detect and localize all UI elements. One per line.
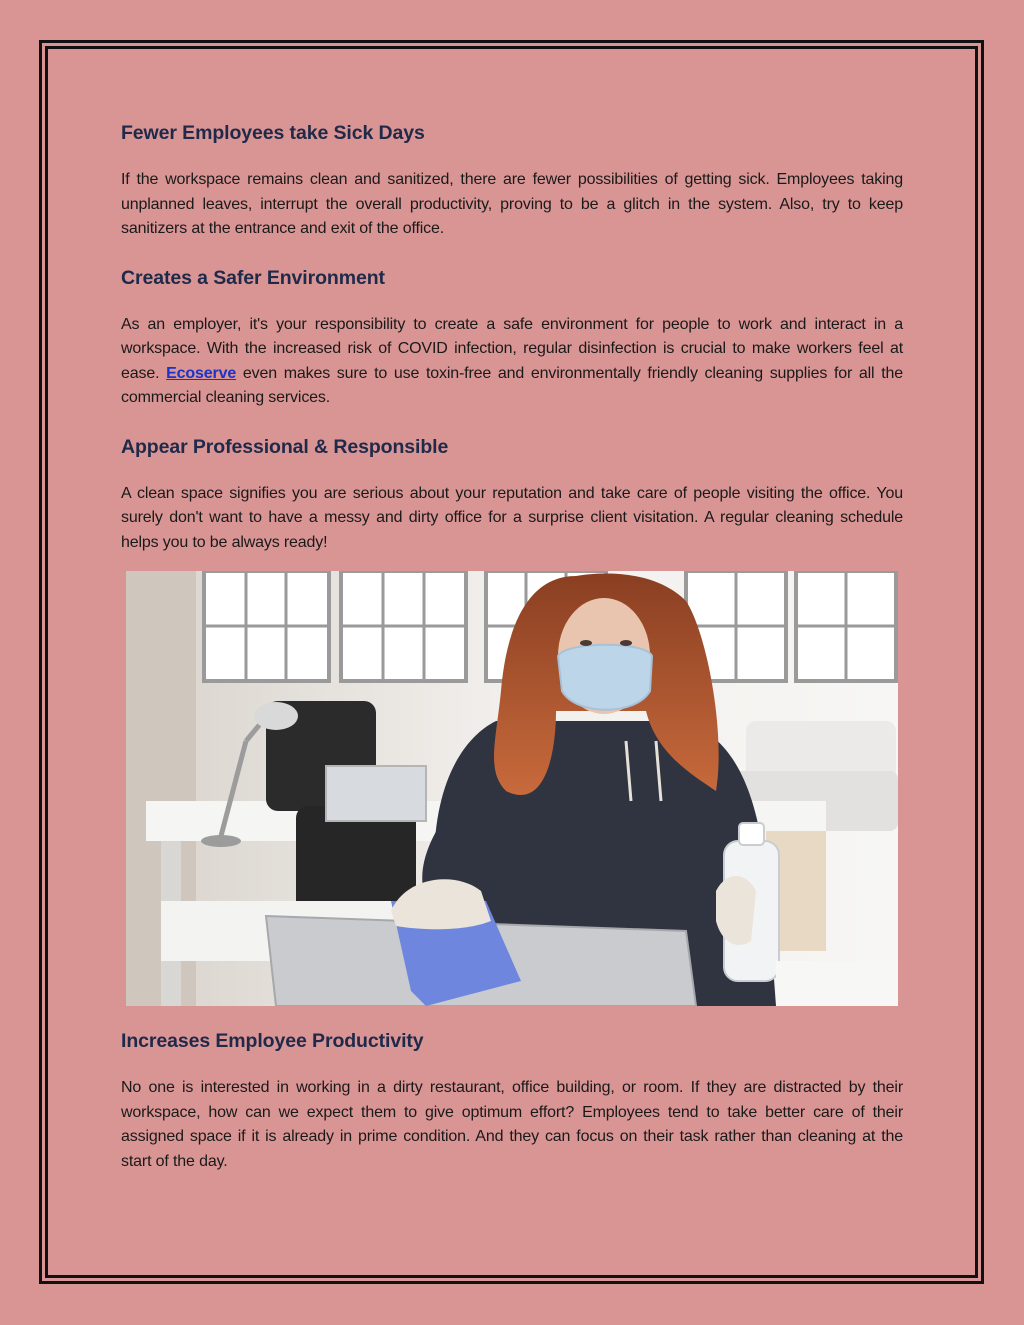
- section-paragraph-sick-days: If the workspace remains clean and sanitized, there are fewer possibilities of getting sick. Employees taking unplanned leaves, interrupt the overall productivity, proving to be a glitch in the system. Also, try to keep sanitizers at the entrance and exit of the office.: [121, 171, 903, 237]
- section-heading-sick-days: Fewer Employees take Sick Days: [121, 122, 425, 144]
- ecoserve-link[interactable]: Ecoserve: [166, 364, 237, 382]
- section-paragraph-productivity: No one is interested in working in a dirty restaurant, office building, or room. If they are distracted by their workspace, how can we expect them to give optimum effort? Employees tend to take better care of their assigned space if it is already in prime condition. And they can focus on their task rather than cleaning at the start of the day.: [121, 1079, 903, 1170]
- article-body: [121, 118, 903, 555]
- section-heading-productivity: Increases Employee Productivity: [121, 1030, 424, 1052]
- section-productivity: [121, 1026, 903, 1174]
- office-cleaning-photo: [126, 571, 898, 1006]
- section-paragraph-professional: A clean space signifies you are serious about your reputation and take care of people visiting the office. You surely don't want to have a messy and dirty office for a surprise client visitation. A regular cleaning schedule helps you to be always ready!: [121, 484, 903, 551]
- section-heading-professional: Appear Professional & Responsible: [121, 435, 449, 458]
- paragraph-text-after-link: even makes sure to use toxin-free and environmentally friendly cleaning supplies for all the commercial cleaning services.: [121, 364, 904, 406]
- paragraph-text-before-link: As an employer, it's your responsibility to create a safe environment for people to work and interact in a workspace. With the increased risk of COVID infection, regular disinfection is crucial to make workers feel at ease.: [121, 315, 903, 382]
- section-heading-safer-environment: Creates a Safer Environment: [121, 266, 385, 289]
- section-paragraph-safer-environment: [121, 313, 903, 411]
